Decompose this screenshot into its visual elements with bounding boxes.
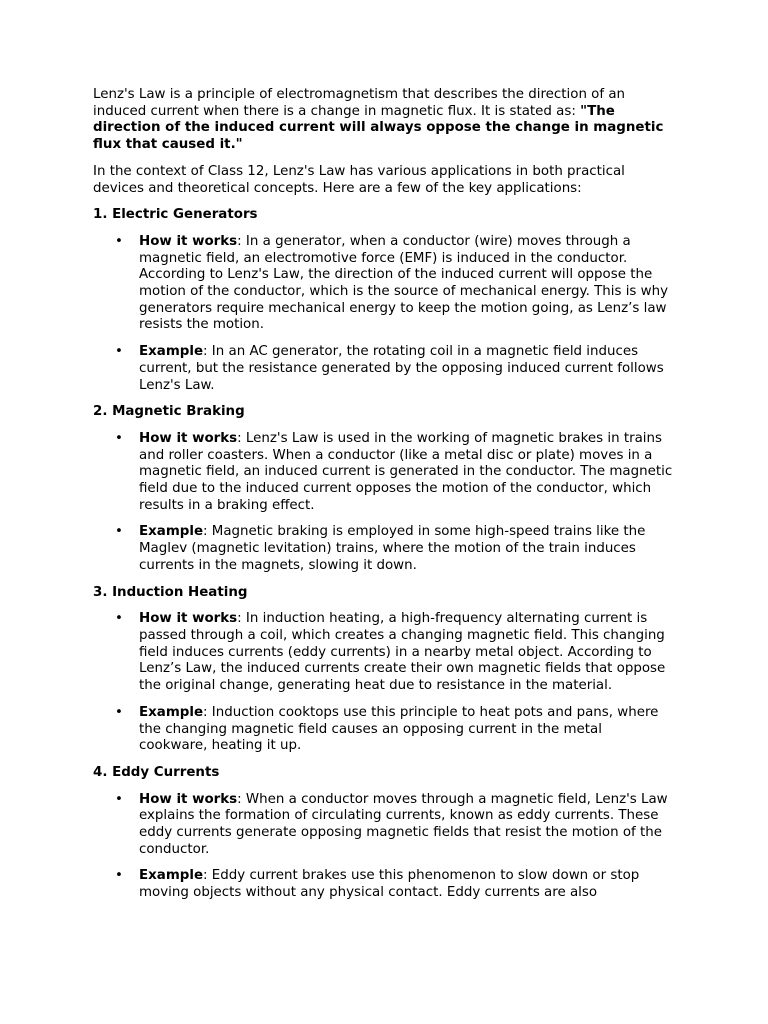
item-label: How it works: [139, 430, 238, 446]
list-item: [115, 233, 673, 334]
item-text: : Magnetic braking is employed in some high-speed trains like the Maglev (magnetic levitation) trains, where the motion of the train induces currents in the magnets, slowing it down.: [139, 524, 646, 573]
section-list-magnetic-braking: [93, 431, 673, 575]
bullet-icon: •: [115, 704, 123, 720]
list-item: [115, 868, 673, 901]
document-page: [93, 87, 673, 912]
bullet-icon: •: [115, 344, 123, 360]
intro-quote: "The direction of the induced current will always oppose the change in magnetic flux that caused it.": [93, 103, 664, 153]
item-text: : When a conductor moves through a magnetic field, Lenz's Law explains the formation of circulating currents, known as eddy currents. These eddy currents generate opposing magnetic fields that resist the motion of the conductor.: [139, 791, 668, 857]
item-label: How it works: [139, 791, 238, 807]
list-item: [115, 430, 673, 515]
section-heading-induction-heating: 3. Induction Heating: [93, 584, 248, 600]
item-label: Example: [139, 524, 204, 540]
item-label: Example: [139, 344, 204, 360]
list-item: [115, 704, 673, 755]
intro-text: Lenz's Law is a principle of electromagnetism that describes the direction of an induced current when there is a change in magnetic flux. It is stated as:: [93, 87, 626, 119]
bullet-icon: •: [115, 611, 123, 627]
item-label: How it works: [139, 233, 238, 249]
section-heading-electric-generators: 1. Electric Generators: [93, 207, 258, 223]
item-label: How it works: [139, 611, 238, 627]
bullet-icon: •: [115, 233, 123, 249]
section-list-induction-heating: [93, 611, 673, 755]
context-paragraph: In the context of Class 12, Lenz's Law has various applications in both practical devices and theoretical concepts. Here are a few of the key applications:: [93, 163, 625, 196]
list-item: [115, 344, 673, 394]
list-item: [115, 524, 673, 574]
item-text: : In a generator, when a conductor (wire) moves through a magnetic field, an electromotive force (EMF) is induced in the conductor. According to Lenz's Law, the direction of the induced current will oppose the motion of the conductor, which is the source of mechanical energy. This is why generators require mechanical energy to keep the motion going, as Lenz’s law resists the motion.: [139, 233, 669, 333]
item-text: : In an AC generator, the rotating coil in a magnetic field induces current, but the resistance generated by the opposing induced current follows Lenz's Law.: [139, 344, 664, 393]
bullet-icon: •: [115, 791, 123, 807]
item-text: : In induction heating, a high-frequency alternating current is passed through a coil, which creates a changing magnetic field. This changing field induces currents (eddy currents) in a nearby metal object. According to Lenz’s Law, the induced currents create their own magnetic fields that oppose the original change, generating heat due to resistance in the material.: [139, 611, 666, 694]
intro-paragraph: [93, 87, 673, 154]
item-text: : Lenz's Law is used in the working of magnetic brakes in trains and roller coasters. When a conductor (like a metal disc or plate) moves in a magnetic field, an induced current is generated in the conductor. The magnetic field due to the induced current opposes the motion of the conductor, which results in a braking effect.: [139, 430, 673, 513]
item-label: Example: [139, 704, 204, 720]
list-item: [115, 791, 673, 859]
bullet-icon: •: [115, 868, 123, 884]
section-list-electric-generators: [93, 234, 673, 394]
item-text: : Eddy current brakes use this phenomenon to slow down or stop moving objects without any physical contact. Eddy currents are also: [139, 868, 640, 901]
section-heading-eddy-currents: 4. Eddy Currents: [93, 764, 220, 780]
bullet-icon: •: [115, 430, 123, 446]
item-label: Example: [139, 868, 204, 884]
section-heading-magnetic-braking: 2. Magnetic Braking: [93, 404, 245, 420]
bullet-icon: •: [115, 524, 123, 540]
section-list-eddy-currents: [93, 792, 673, 902]
item-text: : Induction cooktops use this principle to heat pots and pans, where the changing magnetic field causes an opposing current in the metal cookware, heating it up.: [139, 704, 659, 754]
list-item: [115, 611, 673, 695]
